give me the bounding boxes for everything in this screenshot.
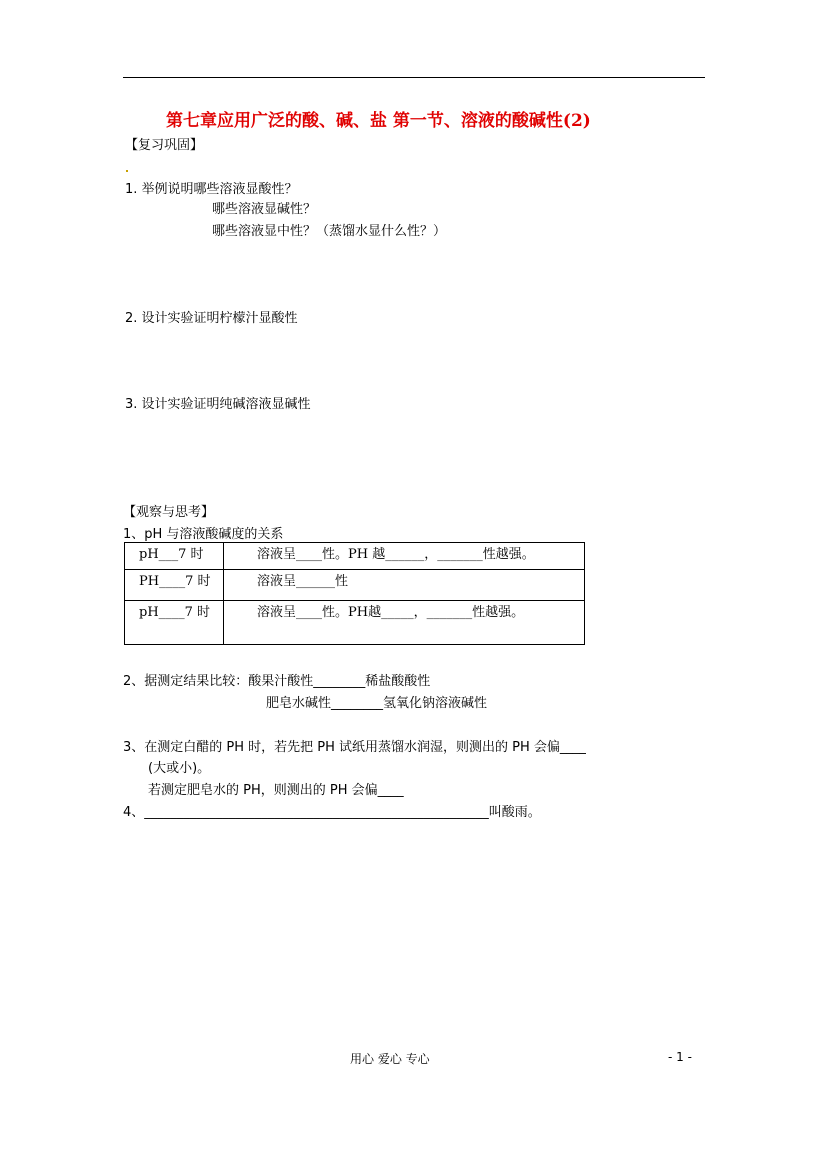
table-row xyxy=(125,570,585,601)
observe-item-2-line-2: 肥皂水碱性________氢氧化钠溶液碱性 xyxy=(266,696,488,711)
question-1-line-3: 哪些溶液显中性？（蒸馏水显什么性？） xyxy=(212,224,447,239)
observe-item-4-suffix: 叫酸雨。 xyxy=(488,805,541,820)
question-3: 3. 设计实验证明纯碱溶液显碱性 xyxy=(125,397,311,412)
observe-item-3-line-3: 若测定肥皂水的 PH，则测出的 PH 会偏____ xyxy=(148,783,404,798)
table-cell-result: 溶液呈____性。PH越_____，_______性越强。 xyxy=(224,601,585,645)
observe-item-2-line-1: 2、据测定结果比较：酸果汁酸性________稀盐酸酸性 xyxy=(123,674,431,689)
table-cell-condition: pH___7 时 xyxy=(125,543,224,570)
table-cell-condition: pH____7 时 xyxy=(125,601,224,645)
margin-mark xyxy=(126,170,128,172)
review-heading: 【复习巩固】 xyxy=(125,138,204,153)
table-row xyxy=(125,543,585,570)
observe-item-4 xyxy=(123,801,541,820)
footer-motto: 用心 爱心 专心 xyxy=(350,1052,430,1066)
table-cell-result: 溶液呈____性。PH 越______，_______性越强。 xyxy=(224,543,585,570)
observe-item-1: 1、pH 与溶液酸碱度的关系 xyxy=(123,527,284,542)
observe-item-3-line-1: 3、在测定白醋的 PH 时，若先把 PH 试纸用蒸馏水润湿，则测出的 PH 会偏____ xyxy=(123,740,586,755)
question-1-line-1: 1. 举例说明哪些溶液显酸性？ xyxy=(125,182,298,197)
ph-table xyxy=(124,542,585,645)
question-1-line-2: 哪些溶液显碱性？ xyxy=(212,202,317,217)
question-2: 2. 设计实验证明柠檬汁显酸性 xyxy=(125,311,298,326)
observe-heading: 【观察与思考】 xyxy=(123,505,215,520)
table-cell-result: 溶液呈______性 xyxy=(224,570,585,601)
observe-item-4-blank: 4、_____________________________________________________ xyxy=(123,805,489,820)
observe-item-3-line-2: (大或小)。 xyxy=(148,761,211,776)
page-number: - 1 - xyxy=(668,1050,692,1064)
header-rule xyxy=(123,77,705,78)
page-title: 第七章应用广泛的酸、碱、盐 第一节、溶液的酸碱性(2) xyxy=(166,111,591,131)
table-row xyxy=(125,601,585,645)
table-cell-condition: PH____7 时 xyxy=(125,570,224,601)
